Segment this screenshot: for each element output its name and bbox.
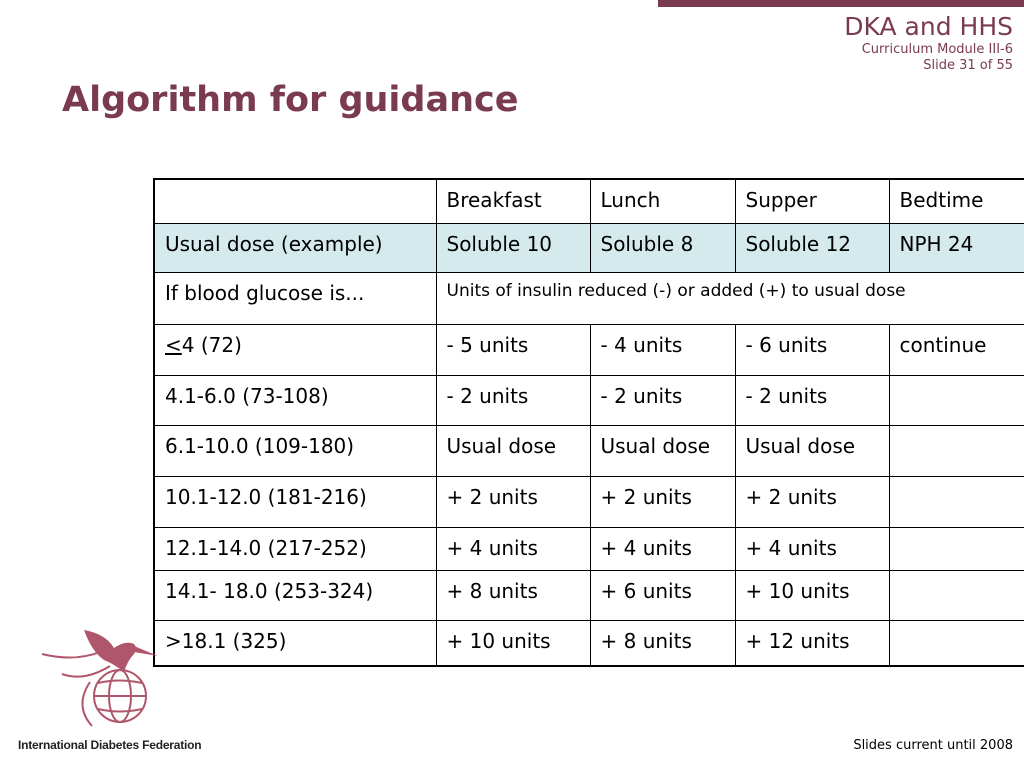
footer-note: Slides current until 2008 [853, 738, 1013, 753]
module-label: Curriculum Module III-6 [861, 42, 1013, 57]
table-row [154, 425, 1024, 476]
table-cell [889, 425, 1024, 476]
table-row [154, 476, 1024, 527]
table-cell: + 4 units [590, 527, 735, 570]
row-label: Usual dose (example) [154, 223, 436, 272]
table-row [154, 375, 1024, 425]
row-label: 6.1-10.0 (109-180) [154, 425, 436, 476]
table-cell [154, 179, 436, 223]
column-header-bedtime: Bedtime [889, 179, 1024, 223]
table-cell: + 4 units [436, 527, 590, 570]
table-cell: Soluble 12 [735, 223, 889, 272]
table-cell: + 12 units [735, 620, 889, 666]
table-cell: - 5 units [436, 324, 590, 375]
table-cell [889, 476, 1024, 527]
table-header-row [154, 179, 1024, 223]
slide-number: Slide 31 of 55 [923, 58, 1013, 73]
table-cell: + 6 units [590, 570, 735, 620]
table-cell: + 4 units [735, 527, 889, 570]
table-cell: - 6 units [735, 324, 889, 375]
units-note: Units of insulin reduced (-) or added (+) to usual dose [436, 272, 1024, 324]
logo-text: International Diabetes Federation [18, 738, 202, 752]
table-cell: Soluble 10 [436, 223, 590, 272]
column-header-lunch: Lunch [590, 179, 735, 223]
table-cell: + 8 units [436, 570, 590, 620]
table-cell: - 2 units [735, 375, 889, 425]
table-cell: + 2 units [590, 476, 735, 527]
table-cell: Usual dose [590, 425, 735, 476]
column-header-supper: Supper [735, 179, 889, 223]
glucose-header-row [154, 272, 1024, 324]
row-label [154, 324, 436, 375]
table-cell [889, 527, 1024, 570]
table-row [154, 324, 1024, 375]
table-cell: + 10 units [735, 570, 889, 620]
table-cell: - 4 units [590, 324, 735, 375]
table-cell: + 2 units [735, 476, 889, 527]
table-cell: Usual dose [735, 425, 889, 476]
row-label: If blood glucose is... [154, 272, 436, 324]
insulin-dose-table [153, 178, 1024, 667]
usual-dose-row [154, 223, 1024, 272]
top-accent-bar [658, 0, 1024, 7]
slide-title: Algorithm for guidance [62, 80, 519, 120]
column-header-breakfast: Breakfast [436, 179, 590, 223]
row-label: >18.1 (325) [154, 620, 436, 666]
table-cell: Usual dose [436, 425, 590, 476]
table-cell: - 2 units [436, 375, 590, 425]
table-cell [889, 570, 1024, 620]
idf-logo [34, 626, 164, 734]
table-cell: + 2 units [436, 476, 590, 527]
less-or-equal-symbol: < [165, 332, 182, 357]
table-cell: - 2 units [590, 375, 735, 425]
row-label: 12.1-14.0 (217-252) [154, 527, 436, 570]
table-cell: continue [889, 324, 1024, 375]
table-cell: Soluble 8 [590, 223, 735, 272]
table-cell: + 8 units [590, 620, 735, 666]
table-row [154, 570, 1024, 620]
header-title: DKA and HHS [844, 12, 1013, 41]
table-cell [889, 620, 1024, 666]
row-label: 14.1- 18.0 (253-324) [154, 570, 436, 620]
table-cell: NPH 24 [889, 223, 1024, 272]
hummingbird-globe-icon [34, 626, 164, 730]
table-row [154, 620, 1024, 666]
row-label: 4.1-6.0 (73-108) [154, 375, 436, 425]
table-cell [889, 375, 1024, 425]
table-cell: + 10 units [436, 620, 590, 666]
slide-header [844, 12, 1013, 74]
table-row [154, 527, 1024, 570]
range-text: 4 (72) [181, 332, 242, 357]
row-label: 10.1-12.0 (181-216) [154, 476, 436, 527]
